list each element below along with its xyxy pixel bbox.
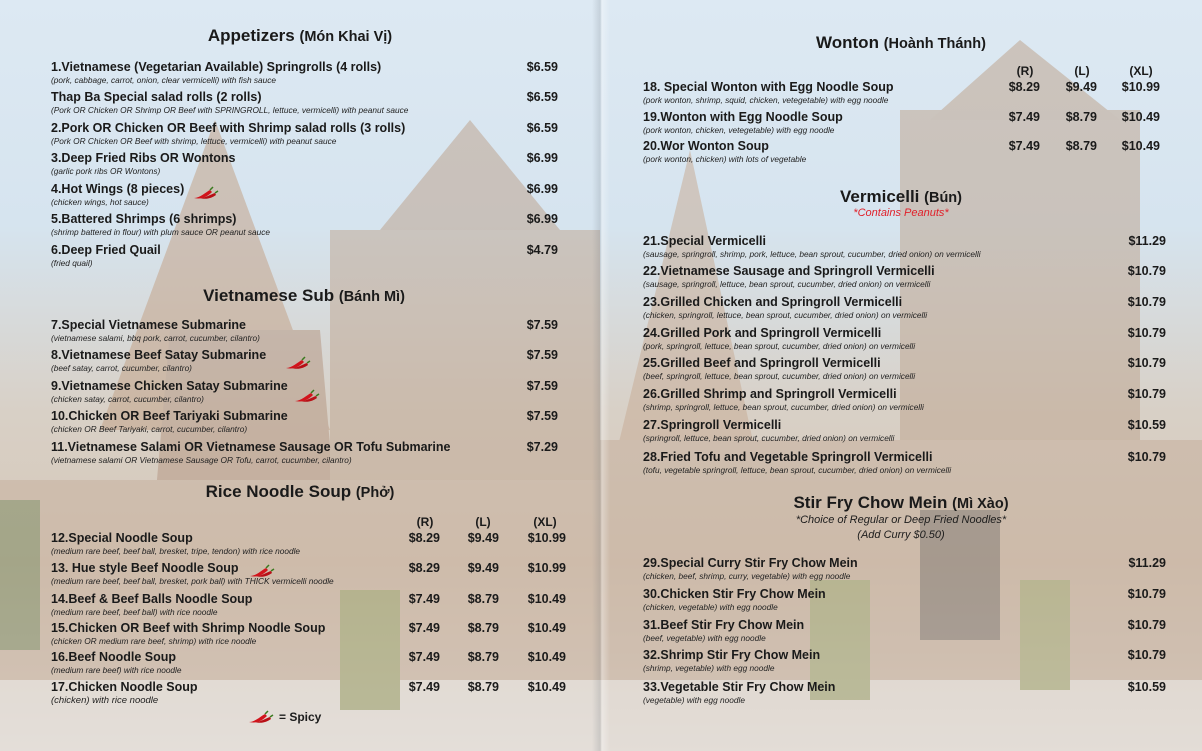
item-name: Thap Ba Special salad rolls (2 rolls) xyxy=(51,90,262,104)
item-name: 6.Deep Fried Quail xyxy=(51,243,161,257)
item-name: 11.Vietnamese Salami OR Vietnamese Sausage OR Tofu Submarine xyxy=(51,440,451,454)
section-title-vn: (Mì Xào) xyxy=(952,496,1009,512)
item-name: 4.Hot Wings (8 pieces) xyxy=(51,182,185,196)
section-title-chow-mein xyxy=(600,493,1202,513)
peanut-warning: *Contains Peanuts* xyxy=(853,207,949,219)
item-desc: (beef, vegetable) with egg noodle xyxy=(643,633,766,643)
item-name: 31.Beef Stir Fry Chow Mein xyxy=(643,618,805,632)
item-desc: (chicken, beef, shrimp, curry, vegetable) with egg noodle xyxy=(643,571,851,581)
item-name: 7.Special Vietnamese Submarine xyxy=(51,318,247,332)
size-header-regular: (R) xyxy=(416,515,434,529)
item-name: 21.Special Vermicelli xyxy=(643,234,766,248)
item-desc: (sausage, springroll, shrimp, pork, lettuce, bean sprout, cucumber, dried onion) on vermicelli xyxy=(643,249,981,259)
size-header-xl: (XL) xyxy=(533,515,557,529)
item-name: 15.Chicken OR Beef with Shrimp Noodle Soup xyxy=(51,621,326,635)
item-price: $6.59 xyxy=(526,121,558,135)
item-desc: (Pork OR Chicken OR Beef with shrimp, lettuce, vermicelli) with peanut sauce xyxy=(51,136,337,146)
item-desc: (medium rare beef) with rice noodle xyxy=(51,665,182,675)
item-price: $7.59 xyxy=(526,348,558,362)
item-price: $7.59 xyxy=(526,379,558,393)
item-price-regular: $7.49 xyxy=(1008,110,1040,124)
item-price: $7.59 xyxy=(526,409,558,423)
item-desc: (vietnamese salami OR Vietnamese Sausage OR Tofu, carrot, cucumber, cilantro) xyxy=(51,455,352,465)
section-title-text: Vermicelli xyxy=(840,187,920,206)
item-price: $7.29 xyxy=(526,440,558,454)
menu-page-right xyxy=(600,0,1202,751)
item-price: $6.59 xyxy=(526,60,558,74)
item-price: $10.59 xyxy=(1127,418,1166,432)
item-name: 25.Grilled Beef and Springroll Vermicelli xyxy=(643,356,881,370)
item-desc: (Pork OR Chicken OR Shrimp OR Beef with SPRINGROLL, lettuce, vermicelli) with peanut sauce xyxy=(51,105,409,115)
section-title-vn: (Phở) xyxy=(355,485,395,501)
item-price-large: $8.79 xyxy=(1065,110,1097,124)
item-price-regular: $7.49 xyxy=(408,680,440,694)
section-title-vn: (Món Khai Vị) xyxy=(299,29,393,45)
item-name: 30.Chicken Stir Fry Chow Mein xyxy=(643,587,826,601)
item-name: 17.Chicken Noodle Soup xyxy=(51,680,198,694)
item-price-xl: $10.49 xyxy=(527,621,566,635)
item-price-large: $8.79 xyxy=(467,592,499,606)
item-name: 8.Vietnamese Beef Satay Submarine xyxy=(51,348,267,362)
item-price-large: $8.79 xyxy=(467,680,499,694)
item-price-xl: $10.99 xyxy=(527,531,566,545)
item-price-xl: $10.49 xyxy=(1121,110,1160,124)
spicy-legend-label: = Spicy xyxy=(279,710,322,724)
item-name: 5.Battered Shrimps (6 shrimps) xyxy=(51,212,237,226)
item-desc: (sausage, springroll, lettuce, bean sprout, cucumber, dried onion) on vermicelli xyxy=(643,279,931,289)
item-name: 28.Fried Tofu and Vegetable Springroll Vermicelli xyxy=(643,450,933,464)
chili-pepper-icon xyxy=(284,356,312,370)
section-title-text: Vietnamese Sub xyxy=(203,286,335,305)
item-name: 3.Deep Fried Ribs OR Wontons xyxy=(51,151,236,165)
curry-addon-note: (Add Curry $0.50) xyxy=(857,529,945,541)
item-desc: (pork wonton, chicken) with lots of vegetable xyxy=(643,154,807,164)
item-price-regular: $7.49 xyxy=(1008,139,1040,153)
item-name: 22.Vietnamese Sausage and Springroll Vermicelli xyxy=(643,264,935,278)
item-price: $7.59 xyxy=(526,318,558,332)
item-desc: (pork, springroll, lettuce, bean sprout, cucumber, dried onion) on vermicelli xyxy=(643,341,916,351)
item-name: 26.Grilled Shrimp and Springroll Vermicelli xyxy=(643,387,897,401)
chili-pepper-icon xyxy=(192,186,220,200)
item-name: 12.Special Noodle Soup xyxy=(51,531,193,545)
item-price-regular: $8.29 xyxy=(408,561,440,575)
item-price-large: $9.49 xyxy=(467,561,499,575)
item-name: 33.Vegetable Stir Fry Chow Mein xyxy=(643,680,836,694)
item-price-large: $8.79 xyxy=(467,621,499,635)
item-price: $10.79 xyxy=(1127,295,1166,309)
item-name: 14.Beef & Beef Balls Noodle Soup xyxy=(51,592,253,606)
item-name: 13. Hue style Beef Noodle Soup xyxy=(51,561,239,575)
item-desc: (pork, cabbage, carrot, onion, clear vermicelli) with fish sauce xyxy=(51,75,277,85)
item-price-xl: $10.49 xyxy=(1121,139,1160,153)
item-price-xl: $10.99 xyxy=(1121,80,1160,94)
item-desc: (chicken OR Beef Tariyaki, carrot, cucumber, cilantro) xyxy=(51,424,248,434)
item-name: 16.Beef Noodle Soup xyxy=(51,650,177,664)
menu-page-left xyxy=(0,0,600,751)
item-desc: (garlic pork ribs OR Wontons) xyxy=(51,166,161,176)
item-price-xl: $10.49 xyxy=(527,592,566,606)
item-price-large: $8.79 xyxy=(1065,139,1097,153)
item-desc: (pork wonton, chicken, vetegetable) with egg noodle xyxy=(643,125,835,135)
item-name: 2.Pork OR Chicken OR Beef with Shrimp salad rolls (3 rolls) xyxy=(51,121,406,135)
section-title-text: Appetizers xyxy=(207,26,295,45)
item-price-regular: $8.29 xyxy=(1008,80,1040,94)
size-header-large: (L) xyxy=(475,515,491,529)
size-header-xl: (XL) xyxy=(1129,64,1153,78)
size-header-large: (L) xyxy=(1074,64,1090,78)
chili-pepper-icon xyxy=(293,389,321,403)
size-header-regular: (R) xyxy=(1016,64,1034,78)
item-name: 27.Springroll Vermicelli xyxy=(643,418,782,432)
item-price-xl: $10.99 xyxy=(527,561,566,575)
item-desc: (shrimp battered in flour) with plum sauce OR peanut sauce xyxy=(51,227,271,237)
item-price: $6.99 xyxy=(526,151,558,165)
item-desc: (pork wonton, shrimp, squid, chicken, vetegetable) with egg noodle xyxy=(643,95,889,105)
item-desc: (chicken) with rice noodle xyxy=(51,695,159,706)
item-name: 32.Shrimp Stir Fry Chow Mein xyxy=(643,648,821,662)
item-desc: (chicken satay, carrot, cucumber, cilantro) xyxy=(51,394,204,404)
item-price: $10.79 xyxy=(1127,264,1166,278)
item-price: $6.99 xyxy=(526,212,558,226)
item-desc: (springroll, lettuce, bean sprout, cucumber, dried onion) on vermicelli xyxy=(643,433,895,443)
item-name: 20.Wor Wonton Soup xyxy=(643,139,769,153)
item-desc: (vietnamese salami, bbq pork, carrot, cucumber, cilantro) xyxy=(51,333,260,343)
item-price: $10.79 xyxy=(1127,356,1166,370)
item-desc: (beef, springroll, lettuce, bean sprout, cucumber, dried onion) on vermicelli xyxy=(643,371,916,381)
item-price-large: $9.49 xyxy=(1065,80,1097,94)
chili-pepper-icon xyxy=(247,710,275,724)
item-name: 23.Grilled Chicken and Springroll Vermicelli xyxy=(643,295,903,309)
item-price: $10.59 xyxy=(1127,680,1166,694)
item-price: $6.99 xyxy=(526,182,558,196)
item-name: 19.Wonton with Egg Noodle Soup xyxy=(643,110,843,124)
item-desc: (chicken OR medium rare beef, shrimp) with rice noodle xyxy=(51,636,257,646)
item-price: $10.79 xyxy=(1127,326,1166,340)
section-title-text: Wonton xyxy=(816,33,879,52)
section-title-appetizers xyxy=(0,26,600,46)
item-desc: (medium rare beef, beef ball, bresket, pork ball) with THICK vermicelli noodle xyxy=(51,576,334,586)
item-desc: (chicken wings, hot sauce) xyxy=(51,197,149,207)
item-price-regular: $7.49 xyxy=(408,621,440,635)
page-fold xyxy=(592,0,610,751)
spicy-legend xyxy=(247,710,321,724)
item-price: $11.29 xyxy=(1128,556,1166,570)
item-price: $10.79 xyxy=(1127,450,1166,464)
section-title-vn: (Bánh Mì) xyxy=(338,289,405,305)
item-price: $4.79 xyxy=(526,243,558,257)
item-price: $6.59 xyxy=(526,90,558,104)
item-price: $10.79 xyxy=(1127,618,1166,632)
item-price-regular: $7.49 xyxy=(408,592,440,606)
section-title-pho xyxy=(0,482,600,502)
item-desc: (shrimp, vegetable) with egg noodle xyxy=(643,663,775,673)
section-title-text: Rice Noodle Soup xyxy=(205,482,352,501)
item-price-xl: $10.49 xyxy=(527,650,566,664)
item-desc: (shrimp, springroll, lettuce, bean sprout, cucumber, dried onion) on vermicelli xyxy=(643,402,924,412)
item-price: $10.79 xyxy=(1127,648,1166,662)
item-name: 18. Special Wonton with Egg Noodle Soup xyxy=(643,80,894,94)
item-desc: (fried quail) xyxy=(51,258,93,268)
item-name: 1.Vietnamese (Vegetarian Available) Springrolls (4 rolls) xyxy=(51,60,382,74)
item-price-regular: $7.49 xyxy=(408,650,440,664)
item-price-large: $8.79 xyxy=(467,650,499,664)
item-desc: (chicken, springroll, lettuce, bean sprout, cucumber, dried onion) on vermicelli xyxy=(643,310,928,320)
item-desc: (medium rare beef, beef ball, bresket, tripe, tendon) with rice noodle xyxy=(51,546,301,556)
item-name: 24.Grilled Pork and Springroll Vermicelli xyxy=(643,326,882,340)
item-desc: (chicken, vegetable) with egg noodle xyxy=(643,602,778,612)
item-price: $10.79 xyxy=(1127,387,1166,401)
item-price-regular: $8.29 xyxy=(408,531,440,545)
item-desc: (tofu, vegetable springroll, lettuce, bean sprout, cucumber, dried onion) on vermicelli xyxy=(643,465,952,475)
item-price-large: $9.49 xyxy=(467,531,499,545)
item-price: $10.79 xyxy=(1127,587,1166,601)
item-name: 10.Chicken OR Beef Tariyaki Submarine xyxy=(51,409,288,423)
item-price-xl: $10.49 xyxy=(527,680,566,694)
item-name: 29.Special Curry Stir Fry Chow Mein xyxy=(643,556,858,570)
section-title-vermicelli xyxy=(600,187,1202,207)
item-desc: (medium rare beef, beef ball) with rice noodle xyxy=(51,607,218,617)
item-name: 9.Vietnamese Chicken Satay Submarine xyxy=(51,379,288,393)
section-title-sub xyxy=(0,286,600,306)
item-desc: (vegetable) with egg noodle xyxy=(643,695,745,705)
section-title-vn: (Hoành Thánh) xyxy=(883,36,986,52)
section-title-vn: (Bún) xyxy=(924,190,962,206)
item-desc: (beef satay, carrot, cucumber, cilantro) xyxy=(51,363,192,373)
noodle-choice-note: *Choice of Regular or Deep Fried Noodles* xyxy=(795,514,1007,526)
section-title-text: Stir Fry Chow Mein xyxy=(793,493,948,512)
item-price: $11.29 xyxy=(1128,234,1166,248)
section-title-wonton xyxy=(600,33,1202,53)
